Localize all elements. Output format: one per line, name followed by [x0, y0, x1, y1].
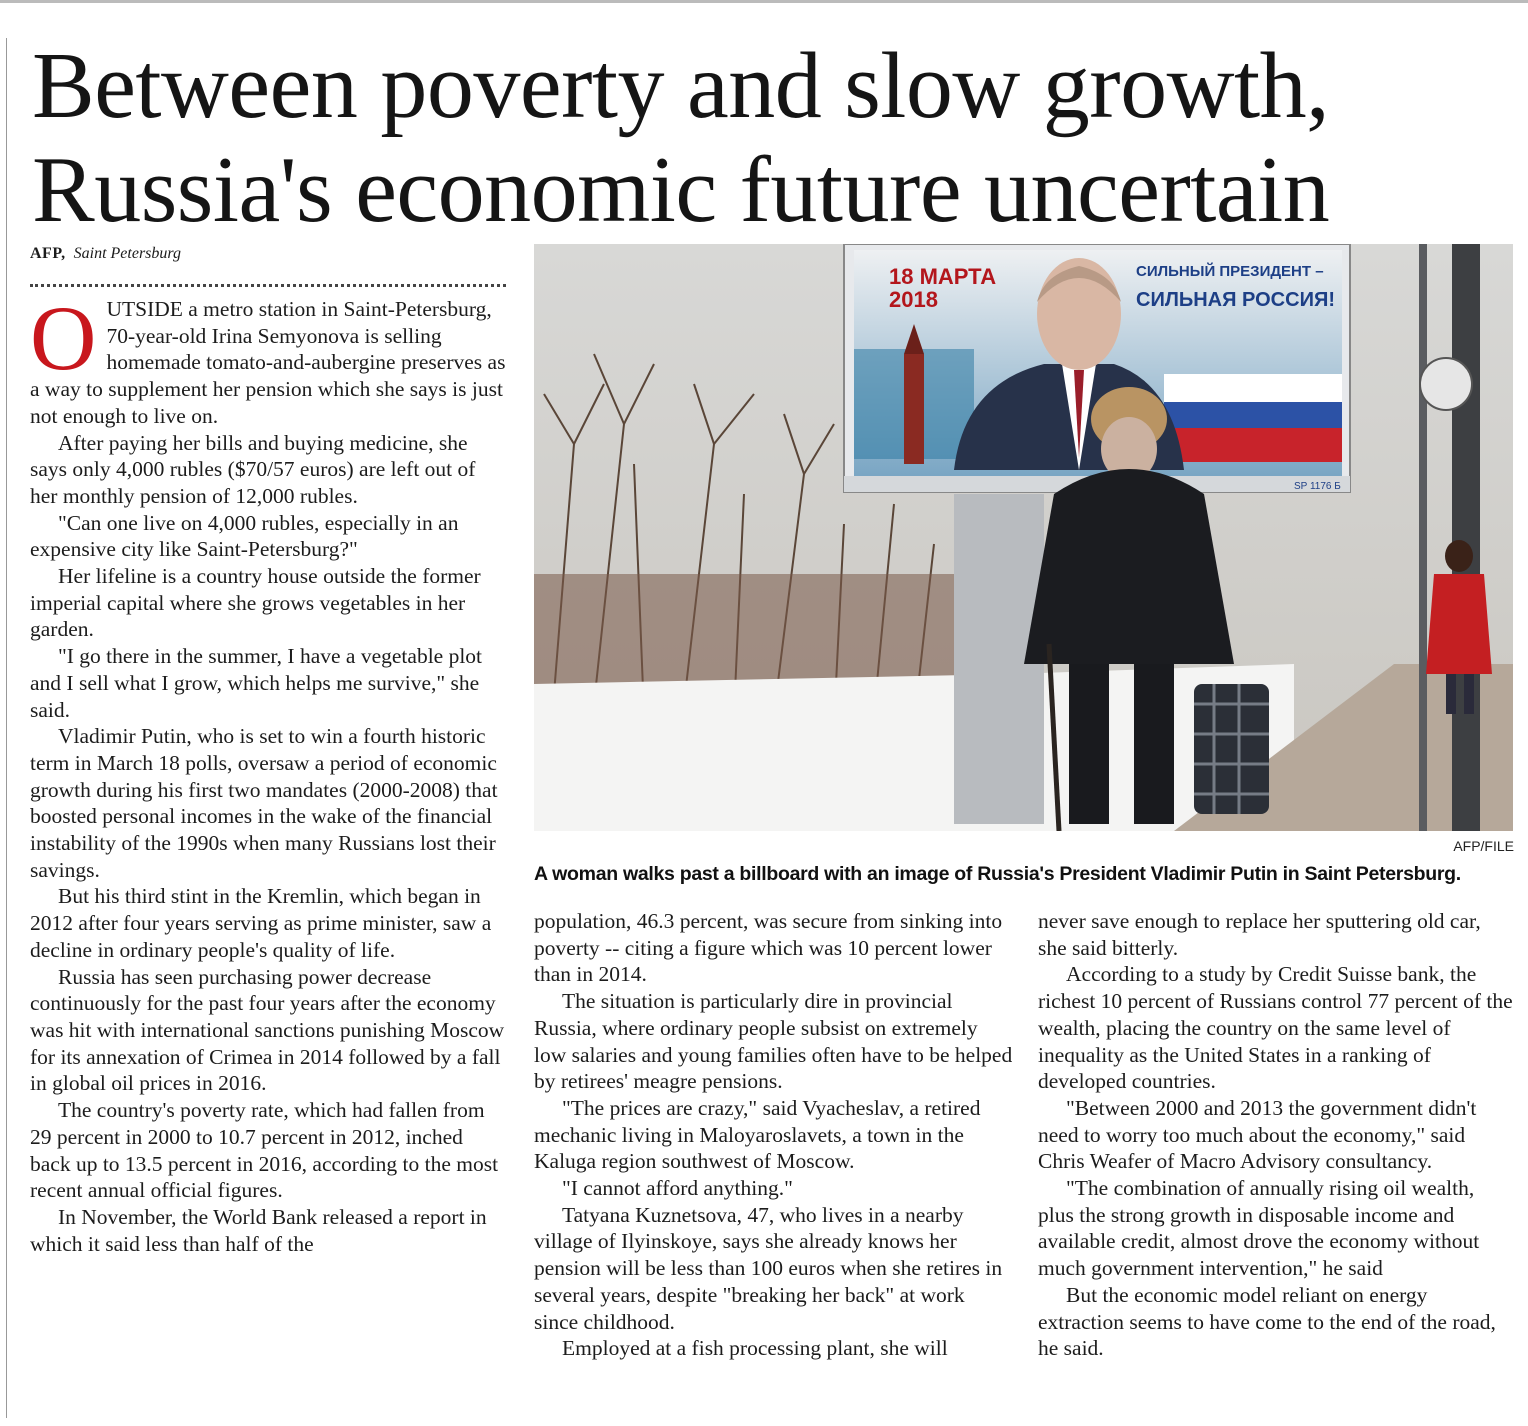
headline: Between poverty and slow growth, Russia's economic future uncertain — [32, 34, 1330, 242]
paragraph: Tatyana Kuznetsova, 47, who lives in a nearby village of Ilyinskoye, says she already knows her pension will be less than 100 euros when she retires in several years, despite "breaking her back" at work since childhood. — [534, 1202, 1003, 1334]
paragraph: In November, the World Bank released a report in which it said less than half of the — [30, 1204, 487, 1256]
byline — [30, 245, 181, 263]
article-column-2 — [534, 908, 1014, 1362]
article-column-3 — [1038, 908, 1514, 1362]
photo-credit: AFP/FILE — [1453, 838, 1514, 854]
news-photo — [534, 244, 1513, 831]
byline-agency: AFP, — [30, 245, 66, 262]
billboard-slogan-line-1: СИЛЬНЫЙ ПРЕЗИДЕНТ – — [1136, 263, 1324, 280]
paragraph: "I cannot afford anything." — [562, 1176, 793, 1201]
paragraph: Russia has seen purchasing power decrease continuously for the past four years after the economy was hit with international sanctions punishing Moscow for its annexation of Crimea in 2014 followed by a fall in global oil prices in 2016. — [30, 964, 505, 1096]
paragraph: The situation is particularly dire in provincial Russia, where ordinary people subsist on extremely low salaries and young families often have to be helped by retirees' meagre pensions. — [534, 989, 1013, 1094]
article-column-1 — [30, 287, 506, 1257]
photo-caption: A woman walks past a billboard with an image of Russia's President Vladimir Putin in Saint Petersburg. — [534, 863, 1461, 885]
paragraph: Her lifeline is a country house outside the former imperial capital where she grows vegetables in her garden. — [30, 564, 481, 642]
billboard-year: 2018 — [889, 287, 938, 312]
paragraph: "The combination of annually rising oil wealth, plus the strong growth in disposable income and available credit, almost drove the economy without much government intervention," he said — [1038, 1176, 1480, 1281]
paragraph: "The prices are crazy," said Vyacheslav, a retired mechanic living in Maloyaroslavets, a town in the Kaluga region southwest of Moscow. — [534, 1095, 981, 1174]
drop-cap: O — [30, 287, 97, 389]
paragraph: The country's poverty rate, which had fallen from 29 percent in 2000 to 10.7 percent in 2012, inched back up to 13.5 percent in 2016, according to the most recent annual official figures. — [30, 1098, 499, 1203]
billboard-slogan-line-2: СИЛЬНАЯ РОССИЯ! — [1136, 289, 1335, 311]
billboard-code: SP 1176 Б — [1294, 481, 1341, 492]
paragraph: Vladimir Putin, who is set to win a fourth historic term in March 18 polls, oversaw a period of economic growth during his first two mandates (2000-2008) that boosted personal incomes in the wake of the financial instability of the 1990s when many Russians lost their savings. — [30, 724, 498, 882]
byline-place: Saint Petersburg — [73, 245, 182, 262]
photo-illustration — [534, 244, 1513, 831]
paragraph: never save enough to replace her sputtering old car, she said bitterly. — [1038, 909, 1481, 960]
billboard-date: 18 МАРТА — [889, 264, 997, 289]
paragraph: OUTSIDE a metro station in Saint-Petersburg, 70-year-old Irina Semyonova is selling homemade tomato-and-aubergine preserves as a way to supplement her pension which she says is just not enough to live on. — [30, 287, 506, 428]
billboard — [844, 244, 1350, 492]
left-rule — [6, 38, 7, 1418]
paragraph: But his third stint in the Kremlin, which began in 2012 after four years serving as prime minister, saw a decline in ordinary people's quality of life. — [30, 884, 492, 962]
top-rule — [0, 0, 1528, 3]
paragraph: After paying her bills and buying medicine, she says only 4,000 rubles ($70/57 euros) are left out of her monthly pension of 12,000 rubles. — [30, 430, 476, 508]
paragraph: Employed at a fish processing plant, she will — [562, 1336, 948, 1361]
paragraph: "I go there in the summer, I have a vegetable plot and I sell what I grow, which helps me survive," she said. — [30, 644, 483, 722]
paragraph: According to a study by Credit Suisse bank, the richest 10 percent of Russians control 77 percent of the wealth, placing the country on the same level of inequality as the United States in a ranking of developed countries. — [1038, 962, 1513, 1094]
byline-divider — [30, 284, 506, 287]
paragraph: But the economic model reliant on energy extraction seems to have come to the end of the road, he said. — [1038, 1282, 1496, 1361]
paragraph: "Can one live on 4,000 rubles, especially in an expensive city like Saint-Petersburg?" — [30, 510, 459, 562]
paragraph: "Between 2000 and 2013 the government didn't need to worry too much about the economy," said Chris Weafer of Macro Advisory consultancy. — [1038, 1095, 1477, 1174]
paragraph: population, 46.3 percent, was secure from sinking into poverty -- citing a figure which was 10 percent lower than in 2014. — [534, 909, 1003, 987]
